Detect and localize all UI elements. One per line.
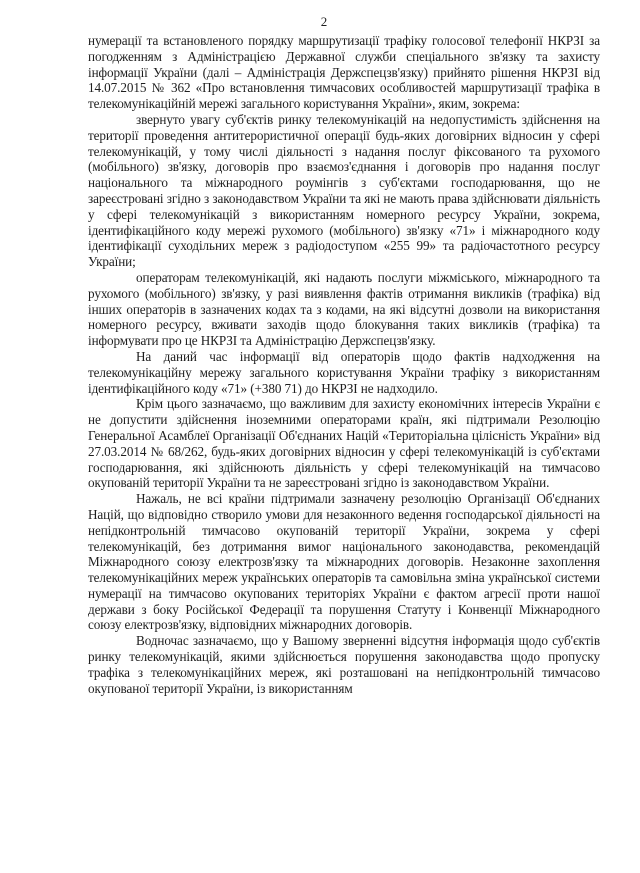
paragraph-resolution: Нажаль, не всі країни підтримали зазначену резолюцію Організації Об'єднаних Націй, що відповідно створило умови для незаконного ведення господарської діяльності на непідконтрольній тимчасово окупованій території України, зокрема у сфері телекомунікацій, без дотримання вимог національного законодавства, рекомендацій Міжнародного союзу електрозв'язку та міжнародних договорів. Незаконне захоплення телекомунікаційних мереж українських операторів та самовільна зміна української системи нумерації на тимчасово окупованих територіях України є фактом агресії проти нашої держави з боку Російської Федерації та порушення Статуту і Конвенції Міжнародного союзу електрозв'язку, відповідних міжнародних договорів. xyxy=(88,491,600,633)
page-number: 2 xyxy=(320,14,328,29)
paragraph-economic-interests: Крім цього зазначаємо, що важливим для захисту економічних інтересів України є не допустити здійснення іноземними операторами країн, які підтримали Резолюцію Генеральної Асамблеї Організації Об'єднаних Націй «Територіальна цілісність України» від 27.03.2014 № 68/262, будь-яких договірних відносин у сфері телекомунікацій із суб'єктами господарювання, які здійснюють діяльність у сфері телекомунікацій на тимчасово окупованій території України та не зареєстровані згідно із законодавством України. xyxy=(88,396,600,491)
paragraph-intro: нумерації та встановленого порядку маршрутизації трафіку голосової телефонії НКРЗІ за погодженням з Адміністрацією Державної служби спеціального зв'язку та захисту інформації України (далі – Адміністрація Держспецзв'язку) прийнято рішення НКРЗІ від 14.07.2015 № 362 «Про встановлення тимчасових особливостей маршрутизації трафіка в телекомунікаційній мережі загального користування України», яким, зокрема: xyxy=(88,33,600,112)
paragraph-current-info: На даний час інформації від операторів щодо фактів надходження на телекомунікаційну мережу загального користування України трафіку з використанням ідентифікаційного коду «71» (+380 71) до НКРЗІ не надходило. xyxy=(88,348,600,396)
paragraph-attention: звернуто увагу суб'єктів ринку телекомунікацій на недопустимість здійснення на території проведення антитерористичної операції будь-яких договірних відносин у сфері телекомунікацій, у тому числі діяльності з надання послуг фіксованого та рухомого (мобільного) зв'язку, договорів про взаємоз'єднання і договорів про надання послуг національного та міжнародного роумінгів з суб'єктами господарювання, що не зареєстровані згідно з законодавством України та які не мають права здійснювати діяльність у сфері телекомунікацій з використанням номерного ресурсу України, зокрема, ідентифікаційного коду мережі рухомого (мобільного) зв'язку «71» і міжнародного коду ідентифікації суходільних мереж з радіодоступом «255 99» та радіочастотного ресурсу України; xyxy=(88,111,600,270)
paragraph-conclusion: Водночас зазначаємо, що у Вашому зверненні відсутня інформація щодо суб'єктів ринку телекомунікацій, якими здійснюється порушення законодавства щодо пропуску трафіка з телекомунікаційних мереж, які розташовані на непідконтрольній тимчасово окупованої території України, із використанням xyxy=(88,633,600,696)
paragraph-operators: операторам телекомунікацій, які надають послуги міжміського, міжнародного та рухомого (мобільного) зв'язку, у разі виявлення фактів отримання викликів (трафіка) від інших операторів в зазначених кодах та з кодами, на які відсутні дозволи на використання номерного ресурсу, вживати заходів щодо блокування таких викликів (трафіка) та інформувати про це НКРЗІ та Адміністрацію Держспецзв'язку. xyxy=(88,269,600,349)
